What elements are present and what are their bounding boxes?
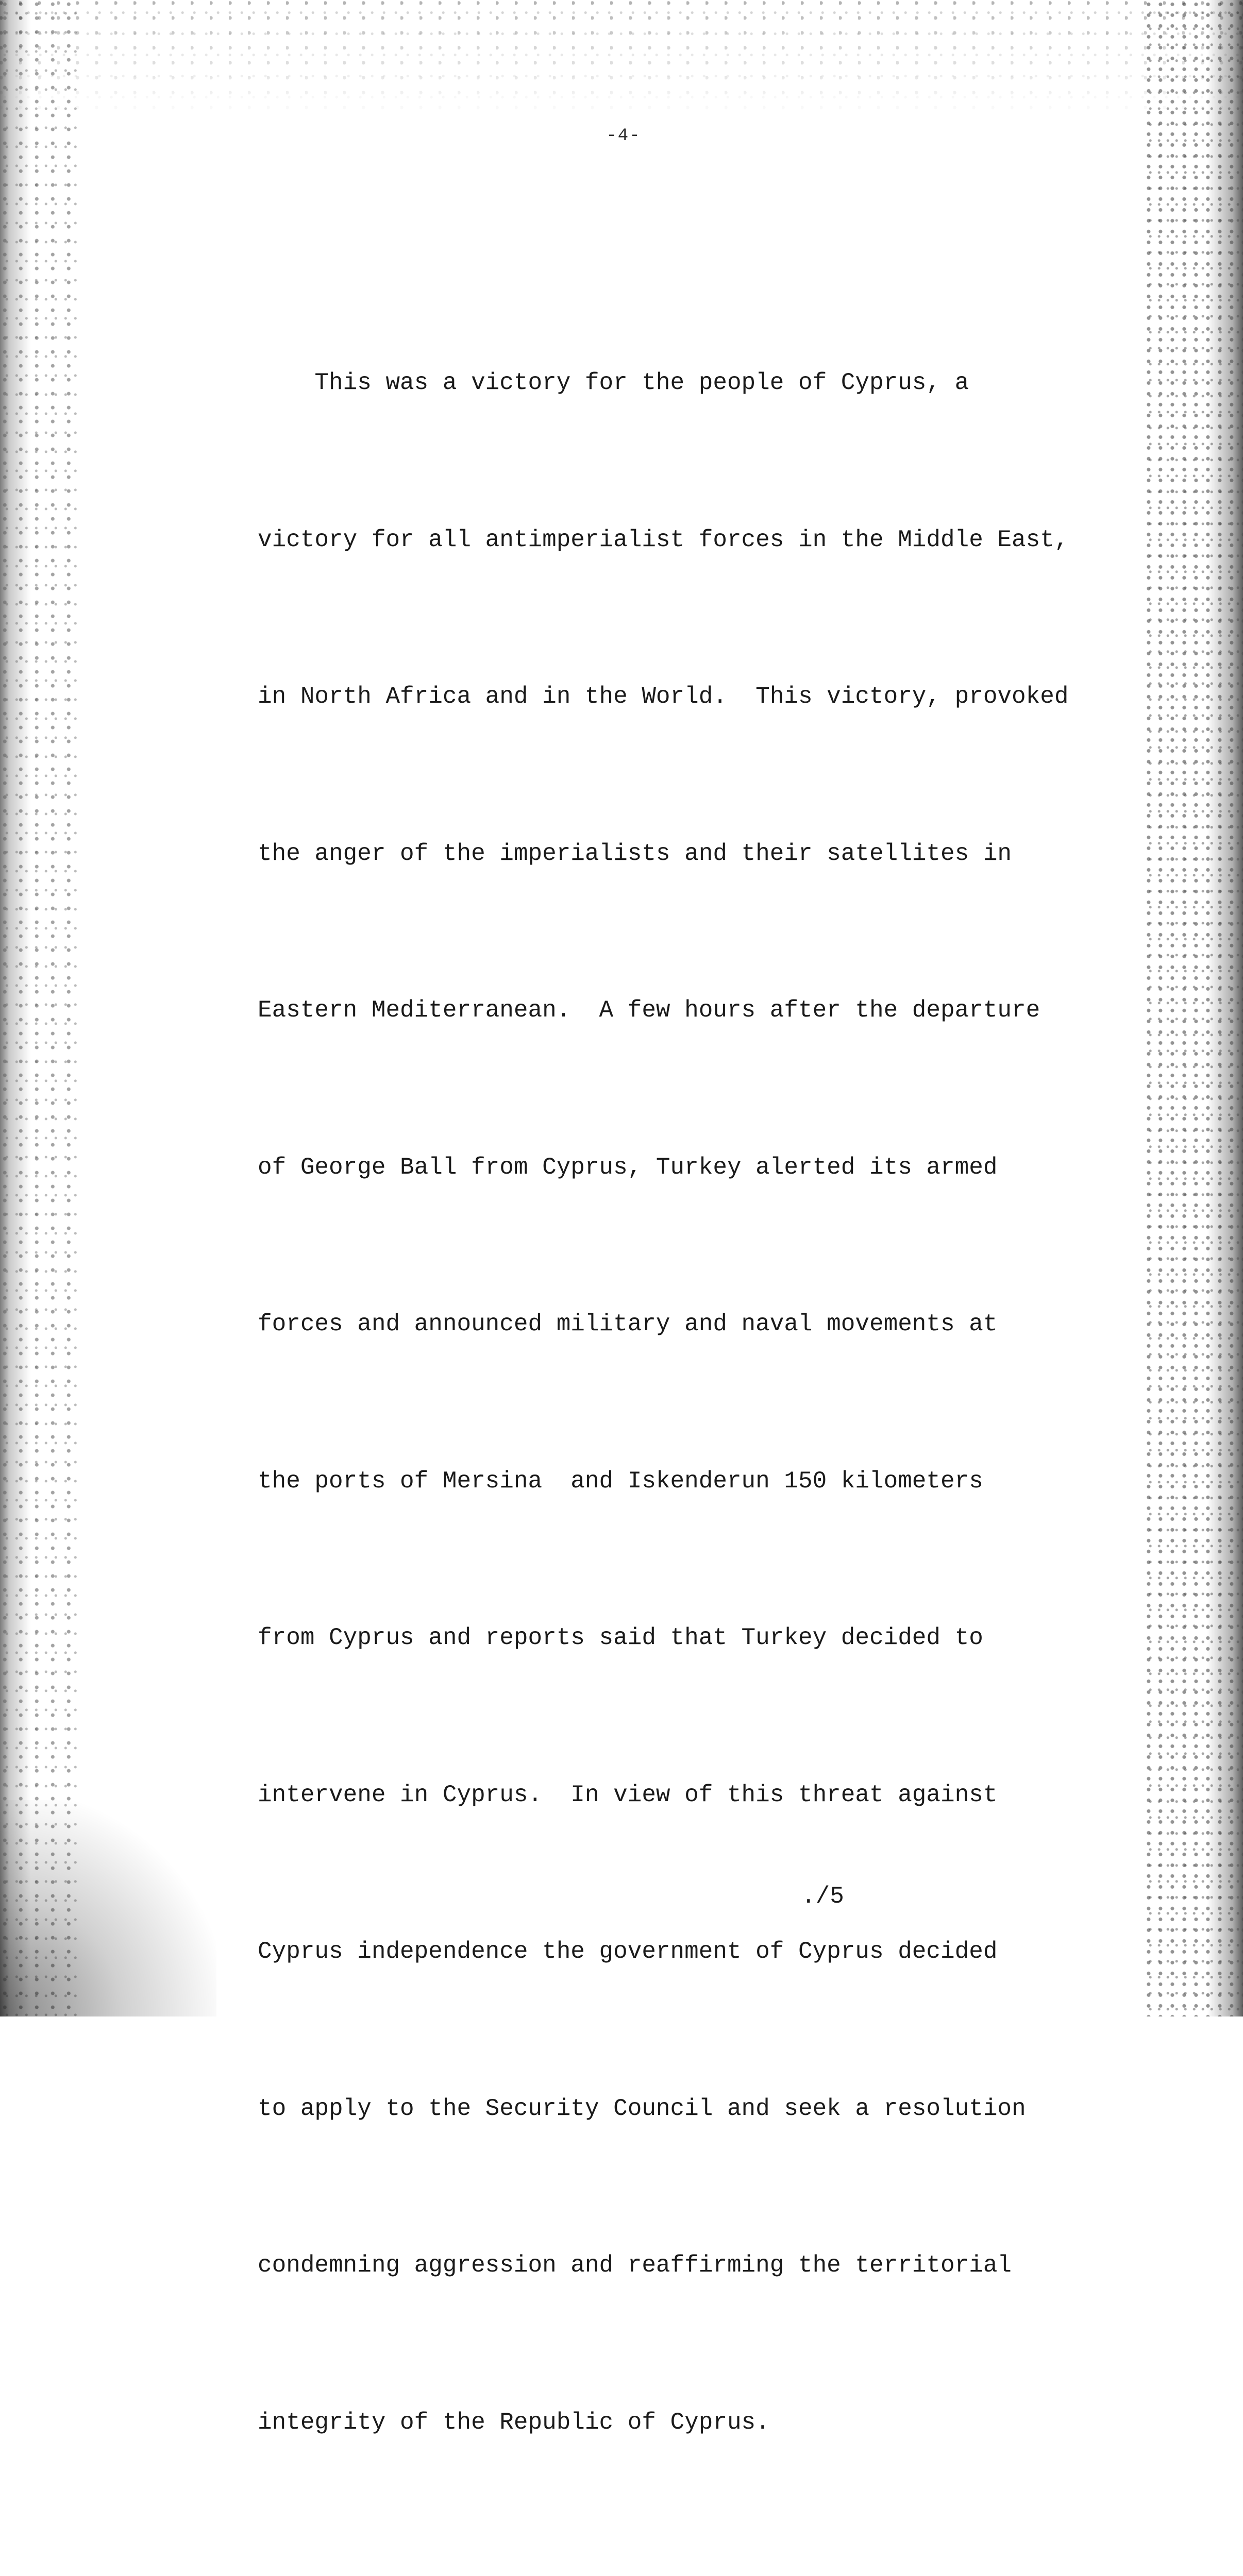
text-line: intervene in Cyprus. In view of this threat against: [258, 1781, 998, 1808]
scan-noise-top: [0, 0, 1243, 118]
text-line: the anger of the imperialists and their satellites in: [258, 840, 1012, 867]
text-line: to apply to the Security Council and seek a resolution: [258, 2095, 1026, 2122]
text-line: Eastern Mediterranean. A few hours after the departure: [258, 997, 1040, 1024]
page-number: -4-: [606, 126, 641, 146]
text-line: victory for all antimperialist forces in the Middle East,: [258, 526, 1069, 553]
text-line: Cyprus independence the government of Cyprus decided: [258, 1938, 998, 1965]
text-line: condemning aggression and reaffirming the territorial: [258, 2252, 1012, 2279]
text-line: of George Ball from Cyprus, Turkey alerted its armed: [258, 1154, 998, 1181]
scan-noise-left: [0, 0, 77, 2016]
text-line: integrity of the Republic of Cyprus.: [258, 2409, 770, 2436]
text-line: from Cyprus and reports said that Turkey decided to: [258, 1624, 983, 1651]
scan-noise-bottom-left: [0, 1800, 216, 2016]
body-text: [258, 252, 1154, 2576]
paragraph-1: [258, 252, 1154, 2553]
text-line: in North Africa and in the World. This victory, provoked: [258, 683, 1069, 710]
scan-noise-right: [1145, 0, 1243, 2016]
paragraph-spacer: [258, 2553, 1154, 2576]
continuation-marker: ./5: [801, 1883, 844, 1910]
text-line: the ports of Mersina and Iskenderun 150 kilometers: [258, 1467, 983, 1495]
text-line: forces and announced military and naval movements at: [258, 1311, 998, 1337]
text-line: This was a victory for the people of Cyprus, a: [258, 369, 969, 396]
